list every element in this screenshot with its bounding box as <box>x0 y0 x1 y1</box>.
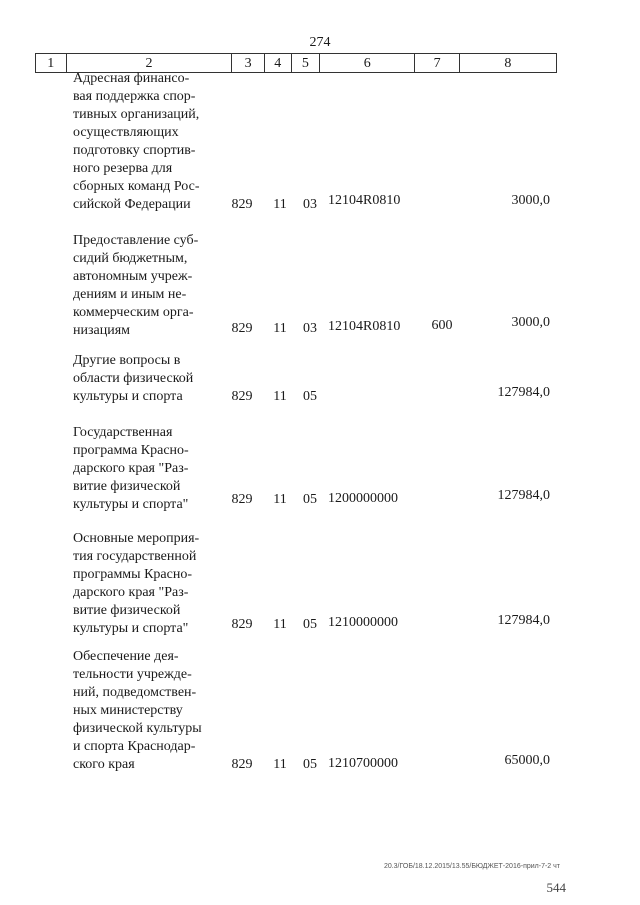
cell-target-code: 1210700000 <box>328 756 398 771</box>
cell-section: 11 <box>273 321 287 336</box>
cell-target-code: 1200000000 <box>328 491 398 506</box>
col-header-4: 4 <box>264 54 291 73</box>
row-description: Государственная программа Красно- дарского края "Раз- витие физической культуры и спорта" <box>73 425 189 512</box>
cell-subsection: 03 <box>303 321 317 336</box>
cell-target-code: 12104R0810 <box>328 319 401 334</box>
row-description: Обеспечение дея- тельности учрежде- ний, подведомствен- ных министерству физической культуры и спорта Краснодар- ского края <box>73 649 202 772</box>
cell-subsection: 05 <box>303 617 317 632</box>
cell-section: 11 <box>273 757 287 772</box>
col-header-6: 6 <box>320 54 415 73</box>
col-header-7: 7 <box>415 54 459 73</box>
col-header-3: 3 <box>232 54 265 73</box>
cell-amount: 127984,0 <box>497 613 550 628</box>
cell-target-code: 12104R0810 <box>328 193 401 208</box>
cell-amount: 127984,0 <box>497 385 550 400</box>
cell-subsection: 05 <box>303 492 317 507</box>
cell-section: 11 <box>273 197 287 212</box>
row-description: Предоставление суб- сидий бюджетным, автономным учреж- дениям и иным не- коммерческим орга- низациям <box>73 233 199 338</box>
cell-ministry: 829 <box>231 389 253 404</box>
row-description: Основные мероприя- тия государственной программы Красно- дарского края "Раз- витие физической культуры и спорта" <box>73 531 200 636</box>
cell-subsection: 05 <box>303 757 317 772</box>
col-header-5: 5 <box>291 54 320 73</box>
col-header-8: 8 <box>459 54 556 73</box>
row-description: Адресная финансо- вая поддержка спор- тивных организаций, осуществляющих подготовку спортив- ного резерва для сборных команд Рос- сийской Федерации <box>73 71 200 212</box>
cell-ministry: 829 <box>231 492 253 507</box>
cell-subsection: 05 <box>303 389 317 404</box>
page-number: 274 <box>309 35 331 50</box>
col-header-2: 2 <box>66 54 232 73</box>
sheet-number: 544 <box>546 880 566 895</box>
cell-amount: 3000,0 <box>511 315 550 330</box>
cell-amount: 127984,0 <box>497 488 550 503</box>
cell-ministry: 829 <box>231 617 253 632</box>
col-header-1: 1 <box>36 54 67 73</box>
cell-expense-type: 600 <box>431 318 453 333</box>
cell-section: 11 <box>273 492 287 507</box>
cell-ministry: 829 <box>231 321 253 336</box>
footer-stamp: 20.3/ГОБ/18.12.2015/13.55/БЮДЖЕТ-2016-прил-7-2 чт <box>383 863 560 870</box>
cell-target-code: 1210000000 <box>328 615 398 630</box>
cell-section: 11 <box>273 617 287 632</box>
cell-ministry: 829 <box>231 757 253 772</box>
cell-section: 11 <box>273 389 287 404</box>
cell-amount: 3000,0 <box>511 193 550 208</box>
cell-ministry: 829 <box>231 197 253 212</box>
cell-subsection: 03 <box>303 197 317 212</box>
cell-amount: 65000,0 <box>504 753 550 768</box>
row-description: Другие вопросы в области физической культуры и спорта <box>73 353 194 404</box>
